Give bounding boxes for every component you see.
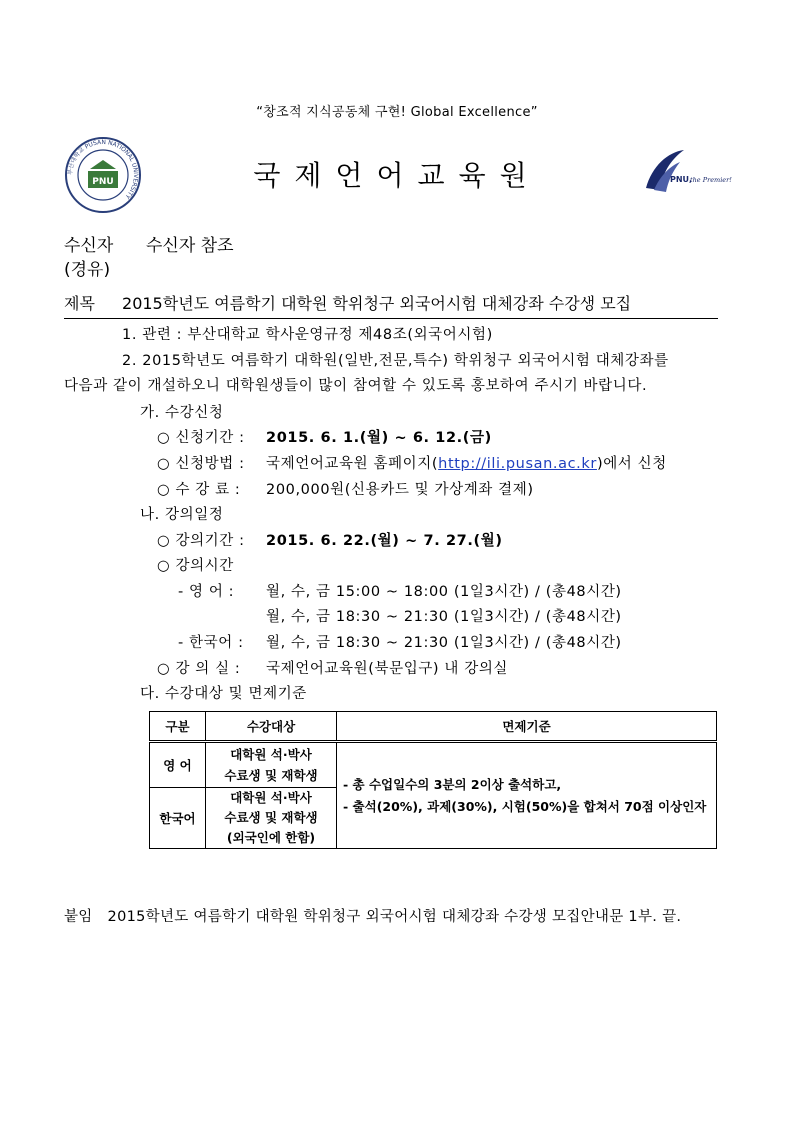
- criteria-line: - 출석(20%), 과제(30%), 시험(50%)을 합쳐서 70점 이상인자: [343, 798, 707, 814]
- header-category: 구분: [150, 712, 206, 742]
- exemption-criteria: [337, 742, 717, 849]
- target-line: 수료생 및 재학생: [224, 810, 318, 825]
- attachment-text: 2015학년도 여름학기 대학원 학위청구 외국어시험 대체강좌 수강생 모집안내문 1부. 끝.: [107, 909, 682, 925]
- apply-method-label: ○ 신청방법 :: [157, 456, 245, 472]
- table-row: [150, 742, 717, 788]
- korean-label: - 한국어 :: [178, 635, 244, 651]
- slogan: “창조적 지식공동체 구현! Global Excellence”: [256, 105, 538, 120]
- apply-method-prefix: 국제언어교육원 홈페이지(: [266, 456, 439, 472]
- english-label: - 영 어 :: [178, 584, 235, 600]
- brand-tagline: the Premier!: [690, 176, 732, 184]
- lecture-time-label: ○ 강의시간: [157, 558, 234, 574]
- target-line: 대학원 석·박사: [230, 790, 312, 805]
- item-2-line-1: 2. 2015학년도 여름학기 대학원(일반,전문,특수) 학위청구 외국어시험 대체강좌를: [122, 353, 669, 369]
- lecture-period-value: 2015. 6. 22.(월) ~ 7. 27.(월): [266, 533, 503, 549]
- subject-text: 2015학년도 여름학기 대학원 학위청구 외국어시험 대체강좌 수강생 모집: [122, 294, 632, 313]
- brand-main: PNU,: [670, 175, 693, 184]
- apply-period-value: 2015. 6. 1.(월) ~ 6. 12.(금): [266, 430, 492, 446]
- criteria-line: - 총 수업일수의 3분의 2이상 출석하고,: [343, 776, 562, 792]
- homepage-link[interactable]: http://ili.pusan.ac.kr: [438, 456, 597, 472]
- header-target: 수강대상: [206, 712, 337, 742]
- apply-period-label: ○ 신청기간 :: [157, 430, 245, 446]
- row-english-category: 영 어: [150, 742, 206, 788]
- fee-value: 200,000원(신용카드 및 가상계좌 결제): [266, 482, 534, 498]
- row-english-target: [206, 742, 337, 788]
- lecture-period-label: ○ 강의기간 :: [157, 533, 245, 549]
- item-1: 1. 관련 : 부산대학교 학사운영규정 제48조(외국어시험): [122, 327, 493, 343]
- pnu-brand-logo: [640, 146, 732, 196]
- section-c-heading: 다. 수강대상 및 면제기준: [140, 686, 307, 702]
- page-title: 국제언어교육원: [253, 159, 541, 192]
- room-value: 국제언어교육원(북문입구) 내 강의실: [266, 661, 509, 677]
- seal-text: 부산대학교 PUSAN NATIONAL UNIVERSITY: [66, 138, 140, 201]
- english-time-1: 월, 수, 금 15:00 ~ 18:00 (1일3시간) / (총48시간): [266, 584, 622, 600]
- korean-time: 월, 수, 금 18:30 ~ 21:30 (1일3시간) / (총48시간): [266, 635, 622, 651]
- apply-method: [266, 452, 667, 473]
- target-line: 대학원 석·박사: [230, 747, 312, 762]
- attachment-label: 붙임: [64, 909, 93, 925]
- item-2-line-2: 다음과 같이 개설하오니 대학원생들이 많이 참여할 수 있도록 홍보하여 주시기 바랍니다.: [64, 378, 648, 394]
- fee-label: ○ 수 강 료 :: [157, 482, 241, 498]
- criteria-table: [149, 711, 717, 849]
- seal-mark: PNU: [92, 177, 114, 187]
- subject-row: [64, 291, 718, 319]
- section-a-heading: 가. 수강신청: [140, 405, 224, 421]
- row-korean-category: 한국어: [150, 788, 206, 849]
- via-label: (경유): [64, 260, 111, 280]
- recipient-label: 수신자: [64, 236, 114, 256]
- table-header-row: [150, 712, 717, 742]
- room-label: ○ 강 의 실 :: [157, 661, 241, 677]
- target-line: (외국인에 한함): [226, 830, 316, 845]
- header-criteria: 면제기준: [337, 712, 717, 742]
- subject-label: 제목: [64, 294, 95, 313]
- english-time-2: 월, 수, 금 18:30 ~ 21:30 (1일3시간) / (총48시간): [266, 609, 622, 625]
- attachment: [64, 905, 681, 926]
- row-korean-target: [206, 788, 337, 849]
- apply-method-suffix: )에서 신청: [596, 456, 667, 472]
- recipient-value: 수신자 참조: [146, 236, 234, 256]
- target-line: 수료생 및 재학생: [224, 768, 318, 783]
- section-b-heading: 나. 강의일정: [140, 507, 224, 523]
